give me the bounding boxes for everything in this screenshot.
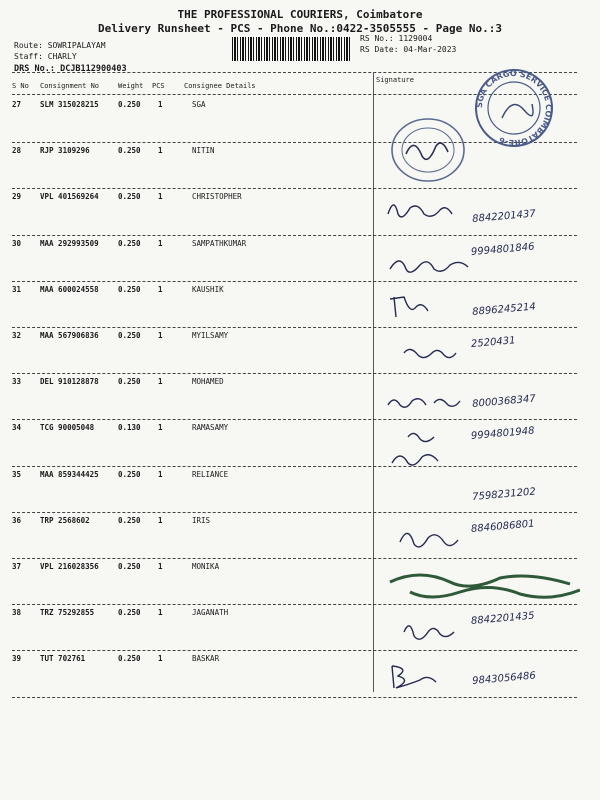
row-signature <box>380 423 580 469</box>
row-consignment-no: VPL 216028356 <box>40 562 99 571</box>
row-divider <box>12 281 577 282</box>
row-weight: 0.250 <box>118 608 141 618</box>
row-pcs: 1 <box>158 608 163 618</box>
row-pcs: 1 <box>158 238 163 248</box>
row-weight: 0.250 <box>118 284 141 294</box>
table-row <box>0 331 600 377</box>
col-signature-header: Signature <box>376 76 414 84</box>
row-signature <box>380 192 580 238</box>
row-sno: 29 <box>12 192 22 202</box>
row-phone: 9843056486 <box>471 670 537 688</box>
row-consignment-no: TRZ 75292855 <box>40 608 95 618</box>
row-divider <box>12 327 577 328</box>
runsheet-subtitle: Delivery Runsheet - PCS - Phone No.:0422-3505555 - Page No.:3 <box>98 22 502 35</box>
row-consignee: NITIN <box>192 146 215 156</box>
row-pcs: 1 <box>158 331 163 340</box>
row-sno: 37 <box>12 562 22 571</box>
company-title: THE PROFESSIONAL COURIERS, Coimbatore <box>177 8 423 21</box>
row-weight: 0.250 <box>118 100 141 109</box>
table-row <box>0 470 600 516</box>
table-row <box>0 239 600 285</box>
row-phone: 2520431 <box>470 335 516 351</box>
row-consignee: MYILSAMY <box>192 331 229 340</box>
row-weight: 0.250 <box>118 377 141 387</box>
row-consignment-no: MAA 292993509 <box>40 238 99 248</box>
rs-info <box>360 33 456 55</box>
rs-date-value: 04-Mar-2023 <box>403 45 457 54</box>
col-consignee-header: Consignee Details <box>184 82 256 90</box>
row-sno: 36 <box>12 515 22 525</box>
row-phone: 8000368347 <box>471 393 537 411</box>
row-divider <box>12 466 577 467</box>
row-consignment-no: VPL 401569264 <box>40 192 99 202</box>
table-row <box>0 562 600 608</box>
row-divider <box>12 650 577 651</box>
row-consignee: IRIS <box>192 515 211 525</box>
row-signature <box>380 562 580 608</box>
rs-date-label: RS Date: <box>360 45 399 54</box>
row-consignment-no: SLM 315028215 <box>40 100 99 109</box>
table-row <box>0 423 600 469</box>
row-weight: 0.250 <box>118 654 141 664</box>
row-pcs: 1 <box>158 562 163 571</box>
row-consignee: RELIANCE <box>192 469 229 479</box>
row-divider <box>12 558 577 559</box>
row-consignee: CHRISTOPHER <box>192 192 242 202</box>
row-pcs: 1 <box>158 284 163 294</box>
signature-stroke <box>390 297 428 317</box>
row-phone: 8842201435 <box>470 610 535 628</box>
row-signature <box>380 654 580 700</box>
row-weight: 0.250 <box>118 515 141 525</box>
row-divider <box>12 373 577 374</box>
col-consignment-header: Consignment No <box>40 82 100 90</box>
route-value: SOWRIPALAYAM <box>47 41 106 50</box>
row-divider <box>12 697 577 698</box>
row-phone: 8896245214 <box>471 301 537 318</box>
col-sno-header: S No <box>12 82 29 90</box>
rs-no-label: RS No.: <box>360 34 394 43</box>
table-row <box>0 146 600 192</box>
stamp-arc-text: SGA CARGO SERVICE COIMBATORE-6 <box>474 68 554 148</box>
row-pcs: 1 <box>158 146 163 156</box>
round-seal <box>388 116 468 184</box>
row-weight: 0.250 <box>118 192 141 202</box>
row-consignment-no: DEL 910128878 <box>40 377 99 387</box>
signature-stroke <box>390 575 580 597</box>
row-divider <box>12 512 577 513</box>
row-consignee: RAMASAMY <box>192 423 229 433</box>
row-divider <box>12 419 577 420</box>
table-row <box>0 608 600 654</box>
sga-cargo-stamp <box>472 66 556 150</box>
table-row <box>0 192 600 238</box>
signature-stroke <box>390 261 468 272</box>
row-sno: 32 <box>12 331 22 340</box>
row-sno: 34 <box>12 423 22 433</box>
row-weight: 0.250 <box>118 331 141 340</box>
row-sno: 35 <box>12 469 22 479</box>
signature-stroke <box>404 626 454 639</box>
row-phone: 9994801948 <box>470 425 535 443</box>
signature-stroke <box>392 666 436 688</box>
row-phone: 7598231202 <box>471 486 537 503</box>
row-sno: 38 <box>12 608 22 618</box>
row-sno: 33 <box>12 377 22 387</box>
col-weight-header: Weight <box>118 82 144 90</box>
row-consignment-no: MAA 567906836 <box>40 331 99 340</box>
row-pcs: 1 <box>158 100 163 109</box>
table-row <box>0 516 600 562</box>
staff-label: Staff: <box>14 52 43 61</box>
row-phone: 8842201437 <box>471 208 537 226</box>
row-signature <box>380 377 580 423</box>
signature-stroke <box>388 399 460 408</box>
row-pcs: 1 <box>158 515 163 525</box>
row-consignment-no: RJP 3109296 <box>40 146 90 156</box>
row-phone: 8846086801 <box>470 518 535 535</box>
row-divider <box>12 188 577 189</box>
barcode <box>232 37 352 61</box>
row-sno: 39 <box>12 654 22 664</box>
row-consignee: SAMPATHKUMAR <box>192 238 247 248</box>
row-weight: 0.250 <box>118 562 141 571</box>
table-row <box>0 377 600 423</box>
row-consignee: JAGANATH <box>192 608 229 618</box>
row-divider <box>12 235 577 236</box>
drs-label: DRS No.: <box>14 64 55 74</box>
table-row <box>0 285 600 331</box>
row-consignment-no: MAA 600024558 <box>40 284 99 294</box>
route-info <box>14 40 127 75</box>
row-pcs: 1 <box>158 377 163 387</box>
row-consignee: BASKAR <box>192 654 220 664</box>
signature-stroke <box>388 205 452 217</box>
drs-value: DCJB112900403 <box>60 64 127 74</box>
row-signature <box>380 331 580 377</box>
row-signature <box>380 470 580 516</box>
row-sno: 30 <box>12 238 22 248</box>
row-consignee: SGA <box>192 100 206 109</box>
signature-stroke <box>392 434 438 466</box>
row-signature <box>380 285 580 331</box>
row-pcs: 1 <box>158 654 163 664</box>
row-weight: 0.130 <box>118 423 141 433</box>
row-weight: 0.250 <box>118 146 141 156</box>
row-pcs: 1 <box>158 423 163 433</box>
row-sno: 31 <box>12 284 22 294</box>
signature-stroke <box>404 349 456 357</box>
row-pcs: 1 <box>158 469 163 479</box>
row-consignee: KAUSHIK <box>192 284 224 294</box>
staff-value: CHARLY <box>47 52 77 61</box>
table-row <box>0 654 600 700</box>
row-consignment-no: TUT 702761 <box>40 654 86 664</box>
row-phone: 9994801846 <box>470 241 535 258</box>
row-consignment-no: TCG 90005048 <box>40 423 95 433</box>
row-weight: 0.250 <box>118 469 141 479</box>
row-consignment-no: MAA 859344425 <box>40 469 99 479</box>
row-signature <box>380 516 580 562</box>
row-consignee: MOHAMED <box>192 377 224 387</box>
row-sno: 27 <box>12 100 22 109</box>
rs-no-value: 1129004 <box>398 34 433 43</box>
row-consignee: MONIKA <box>192 562 220 571</box>
route-label: Route: <box>14 41 43 50</box>
signature-stroke <box>400 533 458 546</box>
row-pcs: 1 <box>158 192 163 202</box>
row-divider <box>12 604 577 605</box>
row-signature <box>380 608 580 654</box>
row-sno: 28 <box>12 146 22 156</box>
col-pcs-header: PCS <box>152 82 165 90</box>
row-weight: 0.250 <box>118 238 141 248</box>
row-signature <box>380 239 580 285</box>
row-consignment-no: TRP 2568602 <box>40 515 90 525</box>
